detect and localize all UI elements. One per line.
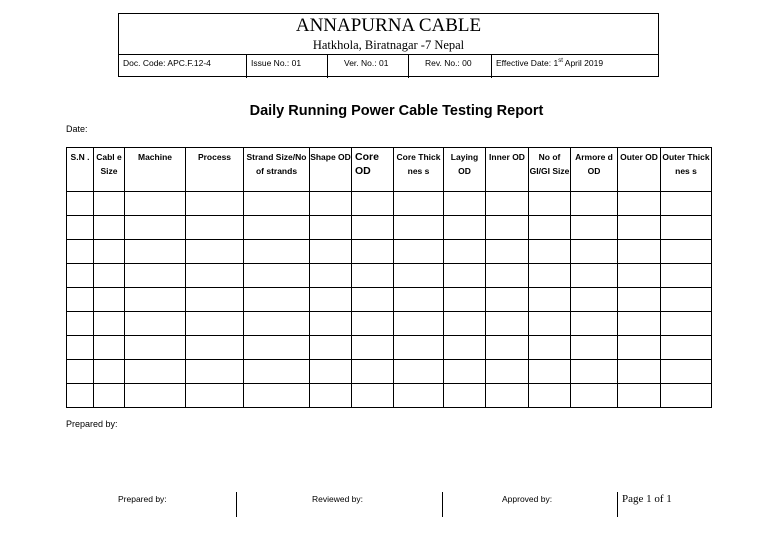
document-header bbox=[118, 13, 659, 77]
table-cell[interactable] bbox=[394, 336, 444, 360]
document-meta-row bbox=[119, 54, 658, 78]
table-cell[interactable] bbox=[529, 312, 571, 336]
table-cell[interactable] bbox=[352, 240, 394, 264]
table-cell[interactable] bbox=[571, 336, 618, 360]
column-header: Laying OD bbox=[444, 148, 486, 192]
table-cell[interactable] bbox=[244, 192, 310, 216]
table-cell[interactable] bbox=[529, 384, 571, 408]
table-cell[interactable] bbox=[394, 288, 444, 312]
table-cell[interactable] bbox=[661, 264, 712, 288]
table-cell[interactable] bbox=[310, 336, 352, 360]
table-cell[interactable] bbox=[352, 384, 394, 408]
table-cell[interactable] bbox=[571, 216, 618, 240]
table-cell[interactable] bbox=[571, 192, 618, 216]
table-cell[interactable] bbox=[352, 336, 394, 360]
table-cell[interactable] bbox=[67, 384, 94, 408]
table-cell[interactable] bbox=[394, 264, 444, 288]
table-row bbox=[67, 264, 712, 288]
column-header: Strand Size/No of strands bbox=[244, 148, 310, 192]
table-cell[interactable] bbox=[394, 360, 444, 384]
testing-report-table bbox=[66, 147, 712, 408]
reviewed-by-label: Reviewed by: bbox=[312, 494, 364, 504]
signature-divider bbox=[236, 492, 237, 517]
table-cell[interactable] bbox=[618, 336, 661, 360]
signature-row bbox=[0, 492, 768, 518]
table-cell[interactable] bbox=[529, 336, 571, 360]
table-cell[interactable] bbox=[618, 192, 661, 216]
table-cell[interactable] bbox=[186, 312, 244, 336]
table-cell[interactable] bbox=[444, 192, 486, 216]
table-cell[interactable] bbox=[310, 216, 352, 240]
table-cell[interactable] bbox=[486, 384, 529, 408]
column-header: Shape OD bbox=[310, 148, 352, 192]
table-cell[interactable] bbox=[444, 240, 486, 264]
table-cell[interactable] bbox=[67, 336, 94, 360]
table-cell[interactable] bbox=[94, 264, 125, 288]
column-header: Cabl e Size bbox=[94, 148, 125, 192]
table-cell[interactable] bbox=[125, 360, 186, 384]
table-row bbox=[67, 216, 712, 240]
table-cell[interactable] bbox=[310, 264, 352, 288]
table-cell[interactable] bbox=[618, 264, 661, 288]
table-cell[interactable] bbox=[67, 312, 94, 336]
table-cell[interactable] bbox=[486, 336, 529, 360]
table-cell[interactable] bbox=[661, 288, 712, 312]
table-cell[interactable] bbox=[661, 360, 712, 384]
table-cell[interactable] bbox=[618, 240, 661, 264]
table-cell[interactable] bbox=[661, 312, 712, 336]
table-cell[interactable] bbox=[244, 240, 310, 264]
table-cell[interactable] bbox=[244, 264, 310, 288]
table-cell[interactable] bbox=[125, 192, 186, 216]
table-cell[interactable] bbox=[529, 264, 571, 288]
table-cell[interactable] bbox=[186, 264, 244, 288]
table-cell[interactable] bbox=[571, 312, 618, 336]
table-cell[interactable] bbox=[125, 312, 186, 336]
table-row bbox=[67, 192, 712, 216]
table-cell[interactable] bbox=[310, 192, 352, 216]
table-cell[interactable] bbox=[310, 360, 352, 384]
table-cell[interactable] bbox=[394, 192, 444, 216]
table-cell[interactable] bbox=[125, 264, 186, 288]
table-cell[interactable] bbox=[310, 288, 352, 312]
effective-date bbox=[492, 55, 658, 78]
table-row bbox=[67, 336, 712, 360]
table-cell[interactable] bbox=[244, 312, 310, 336]
rev-no: Rev. No.: 00 bbox=[409, 55, 492, 78]
table-cell[interactable] bbox=[244, 288, 310, 312]
table-cell[interactable] bbox=[444, 216, 486, 240]
table-cell[interactable] bbox=[571, 264, 618, 288]
table-cell[interactable] bbox=[444, 288, 486, 312]
table-row bbox=[67, 384, 712, 408]
page-number: Page 1 of 1 bbox=[622, 493, 672, 505]
table-cell[interactable] bbox=[94, 216, 125, 240]
table-cell[interactable] bbox=[394, 240, 444, 264]
table-cell[interactable] bbox=[571, 240, 618, 264]
approved-by-label: Approved by: bbox=[502, 494, 553, 504]
table-cell[interactable] bbox=[444, 312, 486, 336]
table-cell[interactable] bbox=[67, 240, 94, 264]
table-cell[interactable] bbox=[486, 264, 529, 288]
column-header: Core Thicknes s bbox=[394, 148, 444, 192]
table-cell[interactable] bbox=[352, 360, 394, 384]
table-cell[interactable] bbox=[310, 384, 352, 408]
issue-no: Issue No.: 01 bbox=[247, 55, 328, 78]
table-cell[interactable] bbox=[186, 360, 244, 384]
table-cell[interactable] bbox=[661, 192, 712, 216]
table-cell[interactable] bbox=[244, 384, 310, 408]
table-cell[interactable] bbox=[94, 192, 125, 216]
table-cell[interactable] bbox=[310, 312, 352, 336]
table-cell[interactable] bbox=[444, 360, 486, 384]
table-cell[interactable] bbox=[661, 384, 712, 408]
prepared-by-note: Prepared by: bbox=[66, 419, 118, 429]
table-cell[interactable] bbox=[394, 384, 444, 408]
signature-divider bbox=[442, 492, 443, 517]
table-cell[interactable] bbox=[661, 216, 712, 240]
table-cell[interactable] bbox=[486, 312, 529, 336]
table-cell[interactable] bbox=[67, 216, 94, 240]
effective-date-sup: st bbox=[558, 58, 563, 65]
table-row bbox=[67, 240, 712, 264]
column-header: Armore d OD bbox=[571, 148, 618, 192]
date-label: Date: bbox=[66, 124, 88, 134]
table-row bbox=[67, 312, 712, 336]
table-cell[interactable] bbox=[125, 288, 186, 312]
table-cell[interactable] bbox=[352, 312, 394, 336]
table-cell[interactable] bbox=[352, 216, 394, 240]
table-cell[interactable] bbox=[352, 192, 394, 216]
column-header: S.N . bbox=[67, 148, 94, 192]
table-cell[interactable] bbox=[352, 264, 394, 288]
column-header: Outer Thicknes s bbox=[661, 148, 712, 192]
table-cell[interactable] bbox=[529, 240, 571, 264]
table-cell[interactable] bbox=[394, 216, 444, 240]
signature-divider bbox=[617, 492, 618, 517]
table-cell[interactable] bbox=[444, 384, 486, 408]
table-cell[interactable] bbox=[486, 288, 529, 312]
table-cell[interactable] bbox=[125, 216, 186, 240]
effective-date-suffix: April 2019 bbox=[562, 58, 604, 68]
table-cell[interactable] bbox=[486, 360, 529, 384]
table-cell[interactable] bbox=[186, 288, 244, 312]
report-title: Daily Running Power Cable Testing Report bbox=[249, 103, 544, 119]
table-cell[interactable] bbox=[186, 336, 244, 360]
column-header: No of GI/GI Size bbox=[529, 148, 571, 192]
table-cell[interactable] bbox=[618, 312, 661, 336]
table-cell[interactable] bbox=[618, 216, 661, 240]
table-cell[interactable] bbox=[571, 360, 618, 384]
table-cell[interactable] bbox=[244, 360, 310, 384]
table-cell[interactable] bbox=[529, 360, 571, 384]
table-header-row bbox=[67, 148, 712, 192]
table-cell[interactable] bbox=[67, 360, 94, 384]
table-cell[interactable] bbox=[186, 384, 244, 408]
company-name: ANNAPURNA CABLE bbox=[295, 15, 482, 36]
table-cell[interactable] bbox=[94, 336, 125, 360]
table-row bbox=[67, 360, 712, 384]
column-header: Core OD bbox=[352, 148, 394, 192]
ver-no: Ver. No.: 01 bbox=[328, 55, 409, 78]
table-cell[interactable] bbox=[186, 240, 244, 264]
table-cell[interactable] bbox=[486, 240, 529, 264]
table-cell[interactable] bbox=[125, 384, 186, 408]
table-cell[interactable] bbox=[486, 192, 529, 216]
table-cell[interactable] bbox=[125, 336, 186, 360]
table-cell[interactable] bbox=[529, 288, 571, 312]
table-cell[interactable] bbox=[661, 336, 712, 360]
table-cell[interactable] bbox=[618, 360, 661, 384]
table-cell[interactable] bbox=[618, 288, 661, 312]
table-cell[interactable] bbox=[244, 336, 310, 360]
table-cell[interactable] bbox=[186, 216, 244, 240]
column-header: Outer OD bbox=[618, 148, 661, 192]
table-cell[interactable] bbox=[94, 360, 125, 384]
table-cell[interactable] bbox=[67, 288, 94, 312]
company-address: Hatkhola, Biratnagar -7 Nepal bbox=[312, 38, 465, 52]
table-cell[interactable] bbox=[310, 240, 352, 264]
effective-date-prefix: Effective Date: 1 bbox=[496, 58, 559, 68]
table-cell[interactable] bbox=[244, 216, 310, 240]
column-header: Machine bbox=[125, 148, 186, 192]
column-header: Inner OD bbox=[486, 148, 529, 192]
table-cell[interactable] bbox=[94, 312, 125, 336]
table-cell[interactable] bbox=[67, 264, 94, 288]
table-cell[interactable] bbox=[571, 384, 618, 408]
table-cell[interactable] bbox=[67, 192, 94, 216]
table-cell[interactable] bbox=[661, 240, 712, 264]
table-cell[interactable] bbox=[444, 336, 486, 360]
table-cell[interactable] bbox=[94, 240, 125, 264]
table-cell[interactable] bbox=[125, 240, 186, 264]
doc-code: Doc. Code: APC.F.12-4 bbox=[119, 55, 247, 78]
table-cell[interactable] bbox=[444, 264, 486, 288]
table-cell[interactable] bbox=[94, 288, 125, 312]
table-cell[interactable] bbox=[486, 216, 529, 240]
prepared-by-label: Prepared by: bbox=[118, 494, 167, 504]
table-cell[interactable] bbox=[529, 192, 571, 216]
table-row bbox=[67, 288, 712, 312]
table-cell[interactable] bbox=[529, 216, 571, 240]
table-cell[interactable] bbox=[394, 312, 444, 336]
table-cell[interactable] bbox=[352, 288, 394, 312]
column-header: Process bbox=[186, 148, 244, 192]
table-cell[interactable] bbox=[571, 288, 618, 312]
table-cell[interactable] bbox=[186, 192, 244, 216]
table-cell[interactable] bbox=[94, 384, 125, 408]
table-body bbox=[67, 192, 712, 408]
table-cell[interactable] bbox=[618, 384, 661, 408]
